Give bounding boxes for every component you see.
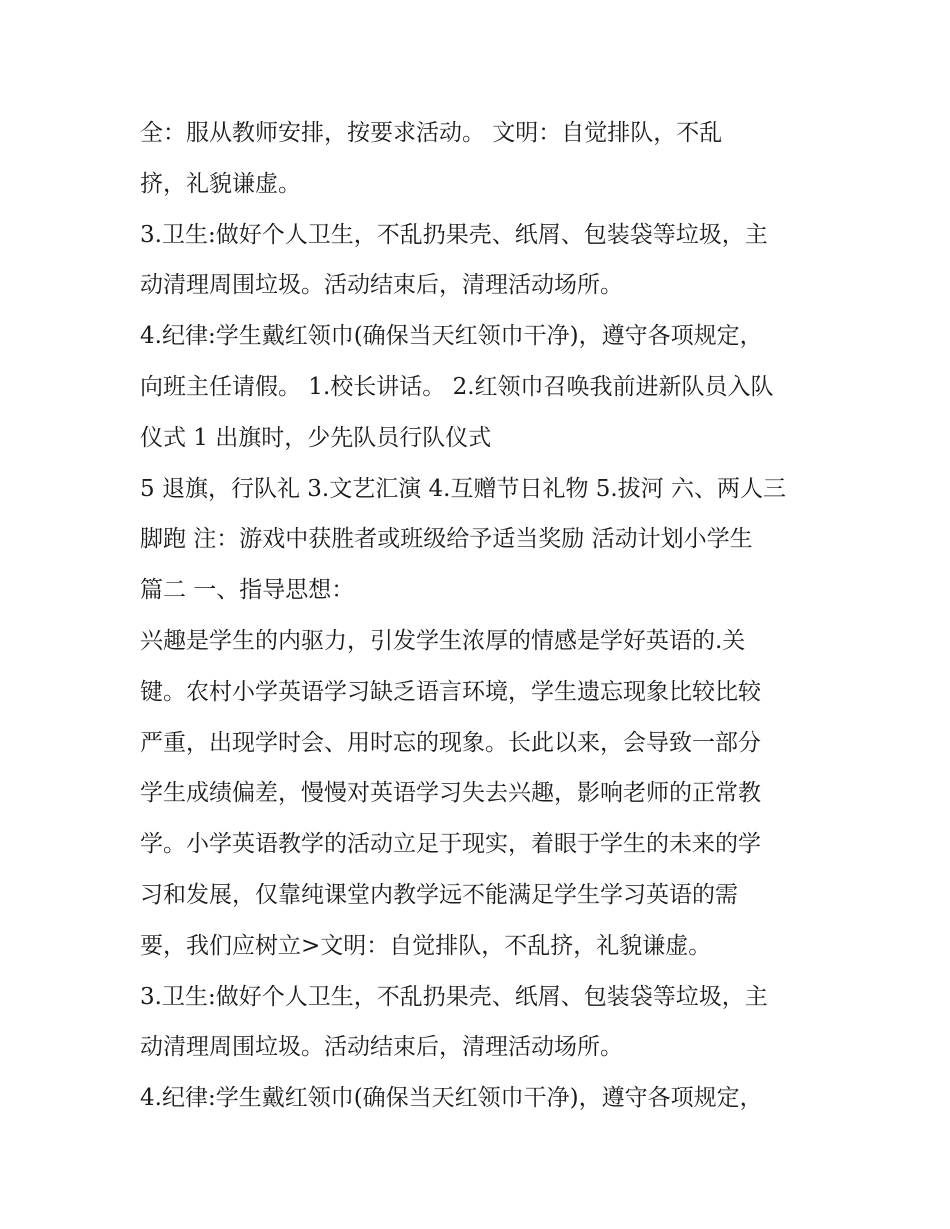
text-line: 挤，礼貌谦虚。 [140,170,301,197]
text-line: 动清理周围垃圾。活动结束后，清理活动场所。 [140,1034,623,1061]
text-line: 学。小学英语教学的活动立足于现实，着眼于学生的未来的学 [140,831,761,858]
text-line: 键。农村小学英语学习缺乏语言环境，学生遗忘现象比较比较 [140,678,761,705]
text-line: 仪式 1 出旗时，少先队员行队仪式 [140,424,492,451]
text-line: 要，我们应树立>文明：自觉排队，不乱挤，礼貌谦虚。 [140,932,712,959]
text-line: 脚跑 注：游戏中获胜者或班级给予适当奖励 活动计划小学生 [140,526,753,553]
text-line: 篇二 一、指导思想： [140,577,355,604]
text-line: 4.纪律:学生戴红领巾(确保当天红领巾干净)，遵守各项规定， [140,1085,763,1112]
text-line: 3.卫生:做好个人卫生，不乱扔果壳、纸屑、包装袋等垃圾，主 [140,221,768,248]
text-line: 学生成绩偏差，慢慢对英语学习失去兴趣，影响老师的正常教 [140,780,761,807]
text-line: 4.纪律:学生戴红领巾(确保当天红领巾干净)，遵守各项规定， [140,323,763,350]
text-line: 全：服从教师安排，按要求活动。 文明：自觉排队，不乱 [140,120,723,146]
text-line: 兴趣是学生的内驱力，引发学生浓厚的情感是学好英语的.关 [140,627,746,654]
document-body [140,108,820,1124]
text-line: 向班主任请假。 1.校长讲话。 2.红领巾召唤我前进新队员入队 [140,373,774,400]
text-line: 5 退旗，行队礼 3.文艺汇演 4.互赠节日礼物 5.拔河 六、两人三 [140,475,787,502]
text-line: 3.卫生:做好个人卫生，不乱扔果壳、纸屑、包装袋等垃圾，主 [140,983,768,1010]
text-line: 严重，出现学时会、用时忘的现象。长此以来，会导致一部分 [140,729,761,756]
text-line: 动清理周围垃圾。活动结束后，清理活动场所。 [140,272,623,299]
text-line: 习和发展，仅靠纯课堂内教学远不能满足学生学习英语的需 [140,881,738,908]
